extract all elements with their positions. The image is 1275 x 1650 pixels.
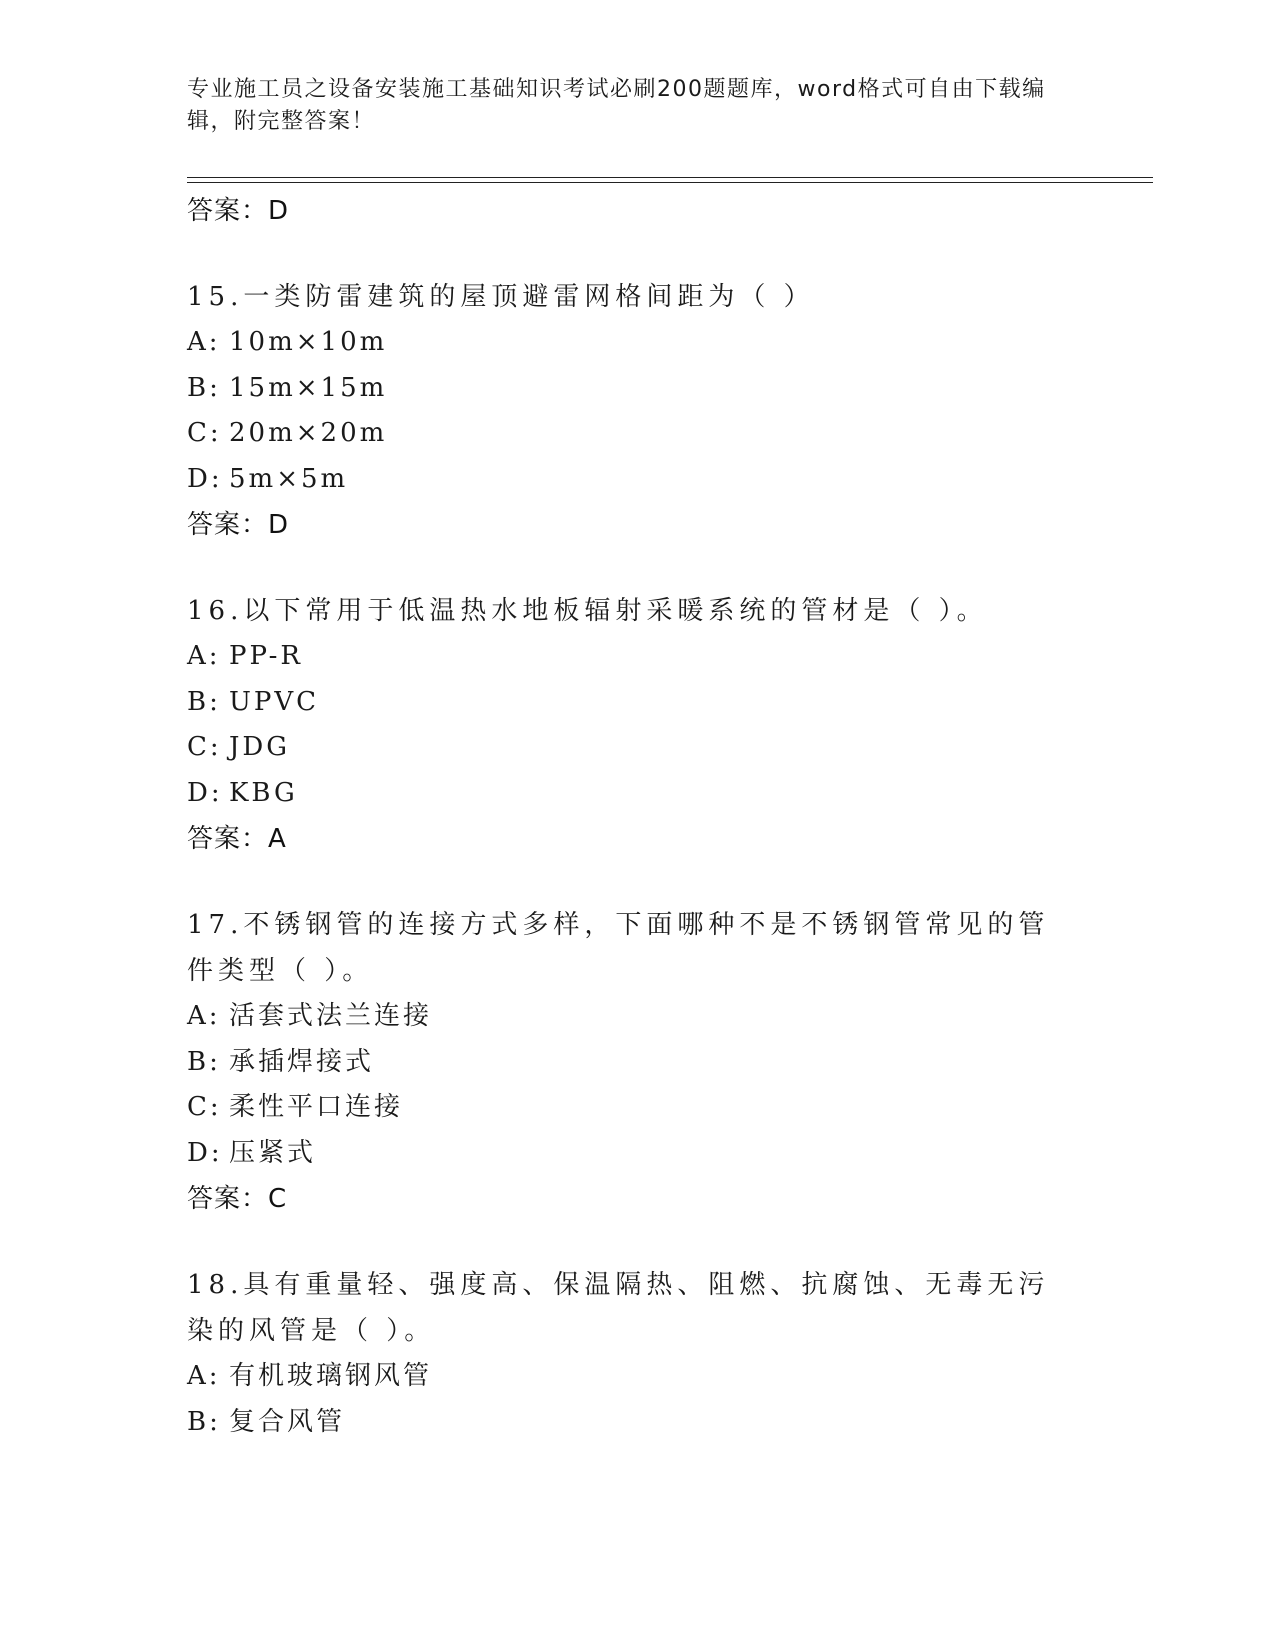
option-key: A: bbox=[187, 1001, 221, 1031]
question-16 bbox=[187, 588, 1067, 862]
option-b bbox=[187, 1040, 1067, 1086]
option-d bbox=[187, 1131, 1067, 1177]
option-text: 柔性平口连接 bbox=[229, 1092, 404, 1122]
option-key: B: bbox=[187, 686, 221, 717]
option-a bbox=[187, 994, 1067, 1040]
option-key: D: bbox=[187, 777, 223, 808]
option-text: PP-R bbox=[229, 641, 303, 671]
option-key: D: bbox=[187, 463, 223, 494]
option-c bbox=[187, 725, 1067, 771]
option-key: C: bbox=[187, 418, 222, 448]
option-text: 10m×10m bbox=[229, 327, 388, 357]
option-a bbox=[187, 634, 1067, 680]
option-key: C: bbox=[187, 1092, 222, 1122]
option-c bbox=[187, 1085, 1067, 1131]
header-divider-top bbox=[187, 177, 1153, 178]
option-text: 活套式法兰连接 bbox=[229, 1001, 433, 1031]
question-17 bbox=[187, 902, 1067, 1222]
previous-answer: 答案：D bbox=[187, 196, 290, 226]
option-d bbox=[187, 457, 1067, 503]
header-divider-bottom bbox=[187, 182, 1153, 183]
option-a bbox=[187, 1354, 1067, 1400]
option-text: UPVC bbox=[229, 686, 320, 717]
option-b bbox=[187, 366, 1067, 412]
option-a bbox=[187, 320, 1067, 366]
question-stem: 15.一类防雷建筑的屋顶避雷网格间距为（ ） bbox=[187, 282, 815, 312]
option-key: A: bbox=[187, 327, 221, 357]
option-text: JDG bbox=[229, 732, 291, 762]
option-c bbox=[187, 411, 1067, 457]
option-b bbox=[187, 680, 1067, 726]
option-text: 压紧式 bbox=[229, 1137, 317, 1168]
question-15 bbox=[187, 274, 1067, 548]
option-key: C: bbox=[187, 732, 222, 762]
option-b bbox=[187, 1400, 1067, 1446]
option-text: KBG bbox=[229, 777, 298, 808]
question-answer: 答案：D bbox=[187, 510, 290, 540]
option-text: 5m×5m bbox=[229, 463, 349, 494]
question-18 bbox=[187, 1262, 1067, 1445]
option-key: A: bbox=[187, 641, 221, 671]
question-stem: 17.不锈钢管的连接方式多样，下面哪种不是不锈钢管常见的管件类型（ ）。 bbox=[187, 910, 1050, 986]
document-body bbox=[187, 188, 1067, 1445]
question-answer: 答案：A bbox=[187, 824, 287, 854]
option-text: 有机玻璃钢风管 bbox=[229, 1361, 433, 1391]
option-key: B: bbox=[187, 372, 221, 403]
option-key: B: bbox=[187, 1406, 221, 1437]
document-header: 专业施工员之设备安装施工基础知识考试必刷200题题库，word格式可自由下载编辑，附完整答案！ bbox=[187, 77, 1046, 134]
option-d bbox=[187, 771, 1067, 817]
option-key: B: bbox=[187, 1046, 221, 1077]
option-key: A: bbox=[187, 1361, 221, 1391]
option-key: D: bbox=[187, 1137, 223, 1168]
option-text: 15m×15m bbox=[229, 372, 388, 403]
question-answer: 答案：C bbox=[187, 1184, 288, 1214]
option-text: 20m×20m bbox=[229, 418, 388, 448]
option-text: 承插焊接式 bbox=[229, 1046, 375, 1077]
question-stem: 18.具有重量轻、强度高、保温隔热、阻燃、抗腐蚀、无毒无污染的风管是（ ）。 bbox=[187, 1270, 1050, 1346]
question-stem: 16.以下常用于低温热水地板辐射采暖系统的管材是（ ）。 bbox=[187, 596, 988, 626]
option-text: 复合风管 bbox=[229, 1406, 346, 1437]
